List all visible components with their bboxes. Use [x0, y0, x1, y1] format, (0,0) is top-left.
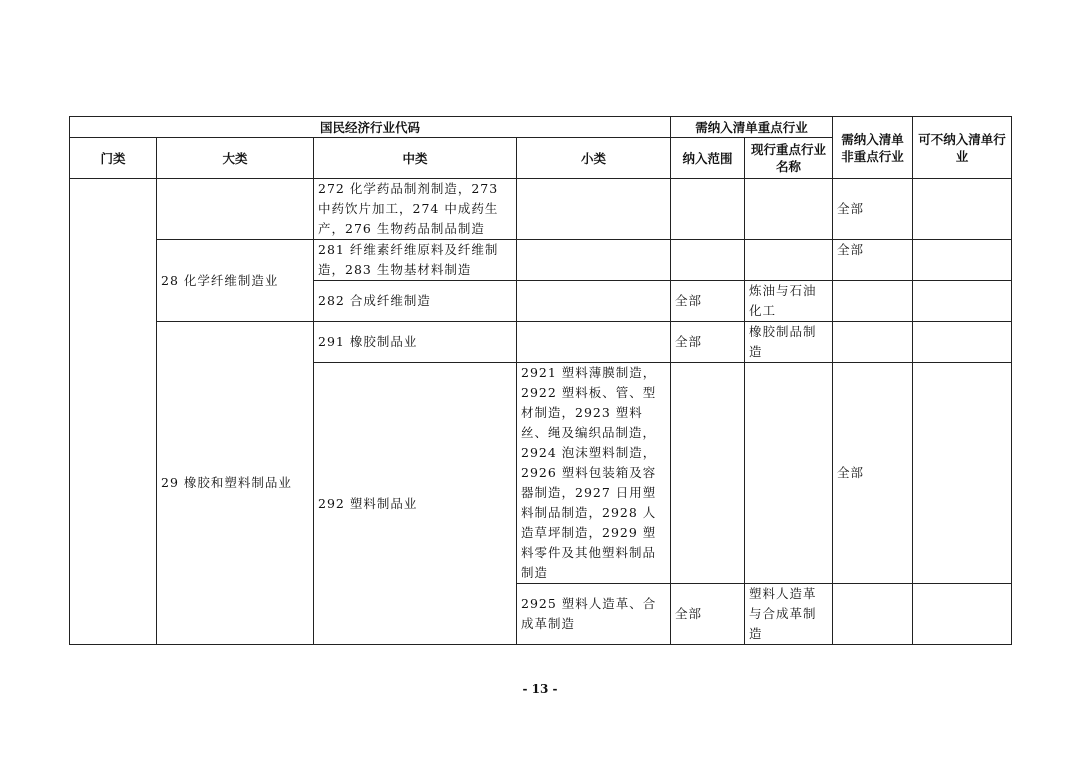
dalei-cell-empty: [157, 179, 314, 240]
scope-cell: [671, 240, 745, 281]
header-optional-industry: 可不纳入清单行业: [913, 117, 1012, 179]
key-name-text: 塑料人造革与合成革制造: [749, 586, 817, 641]
nonkey-cell: [833, 240, 913, 281]
xiaolei-cell: [517, 240, 671, 281]
nonkey-text: 全部: [837, 201, 865, 216]
nonkey-text: 全部: [837, 242, 865, 257]
nonkey-cell: [833, 584, 913, 645]
table-row: [70, 322, 1012, 363]
header-industry-code: 国民经济行业代码: [70, 117, 671, 138]
key-name-cell: [745, 240, 833, 281]
xiaolei-cell: [517, 281, 671, 322]
dalei-text: 29 橡胶和塑料制品业: [161, 475, 292, 490]
scope-cell: [671, 281, 745, 322]
zhonglei-cell: [314, 179, 517, 240]
nonkey-text: 全部: [837, 465, 865, 480]
header-dalei: 大类: [157, 138, 314, 179]
header-row-1: [70, 117, 1012, 138]
key-name-cell: [745, 322, 833, 363]
zhonglei-text: 272 化学药品制剂制造，273 中药饮片加工，274 中成药生产，276 生物药品制品制造: [318, 181, 499, 236]
nonkey-cell: [833, 281, 913, 322]
key-name-cell: [745, 179, 833, 240]
header-nonkey-industry: 需纳入清单非重点行业: [833, 117, 913, 179]
page-number: - 13 -: [522, 682, 558, 696]
optional-cell: [913, 322, 1012, 363]
header-key-name: 现行重点行业名称: [745, 138, 833, 179]
key-name-cell: [745, 584, 833, 645]
zhonglei-cell: [314, 240, 517, 281]
dalei-cell: [157, 322, 314, 645]
key-name-text: 炼油与石油化工: [749, 283, 817, 318]
nonkey-cell: [833, 179, 913, 240]
scope-cell: [671, 179, 745, 240]
xiaolei-text: 2921 塑料薄膜制造，2922 塑料板、管、型材制造，2923 塑料丝、绳及编织品制造，2924 泡沫塑料制造，2926 塑料包装箱及容器制造，2927 日用塑料制品制造，2928 人造草坪制造，2929 塑料零件及其他塑料制品制造: [521, 365, 657, 580]
zhonglei-text: 281 纤维素纤维原料及纤维制造，283 生物基材料制造: [318, 242, 499, 277]
header-zhonglei: 中类: [314, 138, 517, 179]
optional-cell: [913, 240, 1012, 281]
header-key-industry: 需纳入清单重点行业: [671, 117, 833, 138]
zhonglei-cell: [314, 363, 517, 645]
dalei-text: 28 化学纤维制造业: [161, 272, 279, 288]
key-name-cell: [745, 363, 833, 584]
header-scope: 纳入范围: [671, 138, 745, 179]
scope-text: 全部: [675, 293, 703, 308]
scope-text: 全部: [675, 606, 703, 621]
nonkey-cell: [833, 363, 913, 584]
industry-table: [69, 116, 1012, 645]
xiaolei-cell: [517, 322, 671, 363]
header-xiaolei: 小类: [517, 138, 671, 179]
zhonglei-text: 292 塑料制品业: [318, 495, 418, 511]
scope-cell: [671, 322, 745, 363]
scope-cell: [671, 363, 745, 584]
scope-text: 全部: [675, 334, 703, 349]
zhonglei-cell: [314, 281, 517, 322]
optional-cell: [913, 363, 1012, 584]
zhonglei-text: 282 合成纤维制造: [318, 293, 431, 308]
zhonglei-text: 291 橡胶制品业: [318, 334, 418, 349]
scope-cell: [671, 584, 745, 645]
header-menlei: 门类: [70, 138, 157, 179]
dalei-cell: [157, 240, 314, 322]
key-name-text: 橡胶制品制造: [749, 324, 817, 359]
optional-cell: [913, 584, 1012, 645]
nonkey-cell: [833, 322, 913, 363]
key-name-cell: [745, 281, 833, 322]
optional-cell: [913, 179, 1012, 240]
xiaolei-text: 2925 塑料人造革、合成革制造: [521, 596, 657, 631]
table-row: [70, 240, 1012, 281]
zhonglei-cell: [314, 322, 517, 363]
xiaolei-cell: [517, 363, 671, 584]
menlei-cell: [70, 179, 157, 645]
table-row: [70, 179, 1012, 240]
xiaolei-cell: [517, 584, 671, 645]
optional-cell: [913, 281, 1012, 322]
xiaolei-cell: [517, 179, 671, 240]
